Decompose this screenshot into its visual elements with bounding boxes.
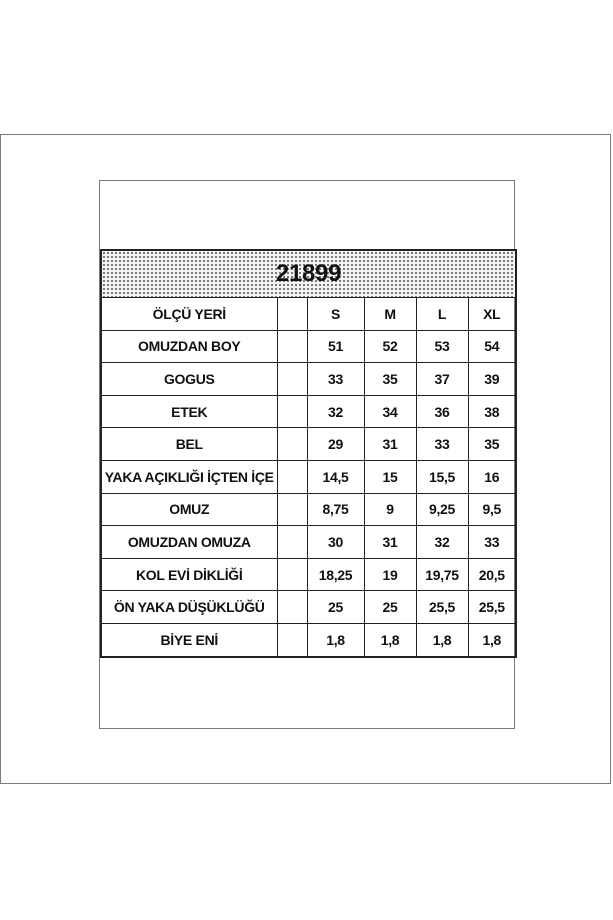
measurement-value: 33	[416, 428, 468, 461]
measurement-row	[101, 395, 516, 428]
measurement-label: GOGUS	[101, 363, 277, 396]
spacer-cell	[277, 395, 307, 428]
measurement-value: 35	[468, 428, 516, 461]
measurement-value: 1,8	[468, 623, 516, 656]
measurement-label: BİYE ENİ	[101, 623, 277, 656]
spacer-cell	[277, 330, 307, 363]
measurement-value: 1,8	[307, 623, 364, 656]
measurement-value: 34	[364, 395, 416, 428]
measurement-row	[101, 493, 516, 526]
measurement-row	[101, 526, 516, 559]
measurement-label: YAKA AÇIKLIĞI İÇTEN İÇE	[101, 460, 277, 493]
measurement-row	[101, 428, 516, 461]
size-header-xl: XL	[468, 298, 516, 331]
measurement-label: ETEK	[101, 395, 277, 428]
spacer-cell	[277, 558, 307, 591]
spacer-cell	[277, 428, 307, 461]
product-code: 21899	[275, 260, 342, 287]
product-code-cell	[101, 250, 516, 298]
measurement-value: 25,5	[416, 591, 468, 624]
measurement-value: 16	[468, 460, 516, 493]
measurement-value: 37	[416, 363, 468, 396]
measurement-value: 38	[468, 395, 516, 428]
spacer-cell	[277, 298, 307, 331]
measurement-value: 1,8	[416, 623, 468, 656]
measurement-label: ÖN YAKA DÜŞÜKLÜĞÜ	[101, 591, 277, 624]
spacer-cell	[277, 623, 307, 656]
measurement-value: 14,5	[307, 460, 364, 493]
measurement-value: 8,75	[307, 493, 364, 526]
measurement-value: 36	[416, 395, 468, 428]
measurement-value: 39	[468, 363, 516, 396]
size-chart-table	[100, 249, 517, 658]
measurement-value: 9	[364, 493, 416, 526]
measurement-value: 54	[468, 330, 516, 363]
measurement-label: OMUZDAN BOY	[101, 330, 277, 363]
measurement-value: 9,25	[416, 493, 468, 526]
title-row	[101, 250, 516, 298]
measurement-value: 1,8	[364, 623, 416, 656]
measurement-value: 15,5	[416, 460, 468, 493]
spacer-cell	[277, 363, 307, 396]
spacer-cell	[277, 526, 307, 559]
spacer-cell	[277, 460, 307, 493]
header-row	[101, 298, 516, 331]
measurement-value: 9,5	[468, 493, 516, 526]
measurement-row	[101, 558, 516, 591]
measurement-value: 31	[364, 526, 416, 559]
size-header-s: S	[307, 298, 364, 331]
measurement-value: 19	[364, 558, 416, 591]
measurement-value: 32	[416, 526, 468, 559]
measurement-value: 25	[307, 591, 364, 624]
measurement-label: BEL	[101, 428, 277, 461]
measurement-value: 52	[364, 330, 416, 363]
measurement-value: 32	[307, 395, 364, 428]
measurement-label: KOL EVİ DİKLİĞİ	[101, 558, 277, 591]
measurement-value: 33	[307, 363, 364, 396]
size-header-m: M	[364, 298, 416, 331]
measurement-row	[101, 330, 516, 363]
measurement-row	[101, 363, 516, 396]
measurement-value: 35	[364, 363, 416, 396]
measurement-row	[101, 623, 516, 656]
measurement-value: 51	[307, 330, 364, 363]
measurement-row	[101, 460, 516, 493]
measurement-label: OMUZDAN OMUZA	[101, 526, 277, 559]
measurement-label: OMUZ	[101, 493, 277, 526]
size-header-l: L	[416, 298, 468, 331]
spacer-cell	[277, 493, 307, 526]
measurement-value: 29	[307, 428, 364, 461]
measurement-row	[101, 591, 516, 624]
measurement-value: 33	[468, 526, 516, 559]
measurement-value: 53	[416, 330, 468, 363]
measurement-value: 31	[364, 428, 416, 461]
measurement-value: 19,75	[416, 558, 468, 591]
measurement-value: 20,5	[468, 558, 516, 591]
size-chart-body	[101, 250, 516, 657]
measurement-value: 15	[364, 460, 416, 493]
measurement-header: ÖLÇÜ YERİ	[101, 298, 277, 331]
measurement-value: 30	[307, 526, 364, 559]
measurement-value: 25	[364, 591, 416, 624]
measurement-value: 25,5	[468, 591, 516, 624]
spacer-cell	[277, 591, 307, 624]
measurement-value: 18,25	[307, 558, 364, 591]
